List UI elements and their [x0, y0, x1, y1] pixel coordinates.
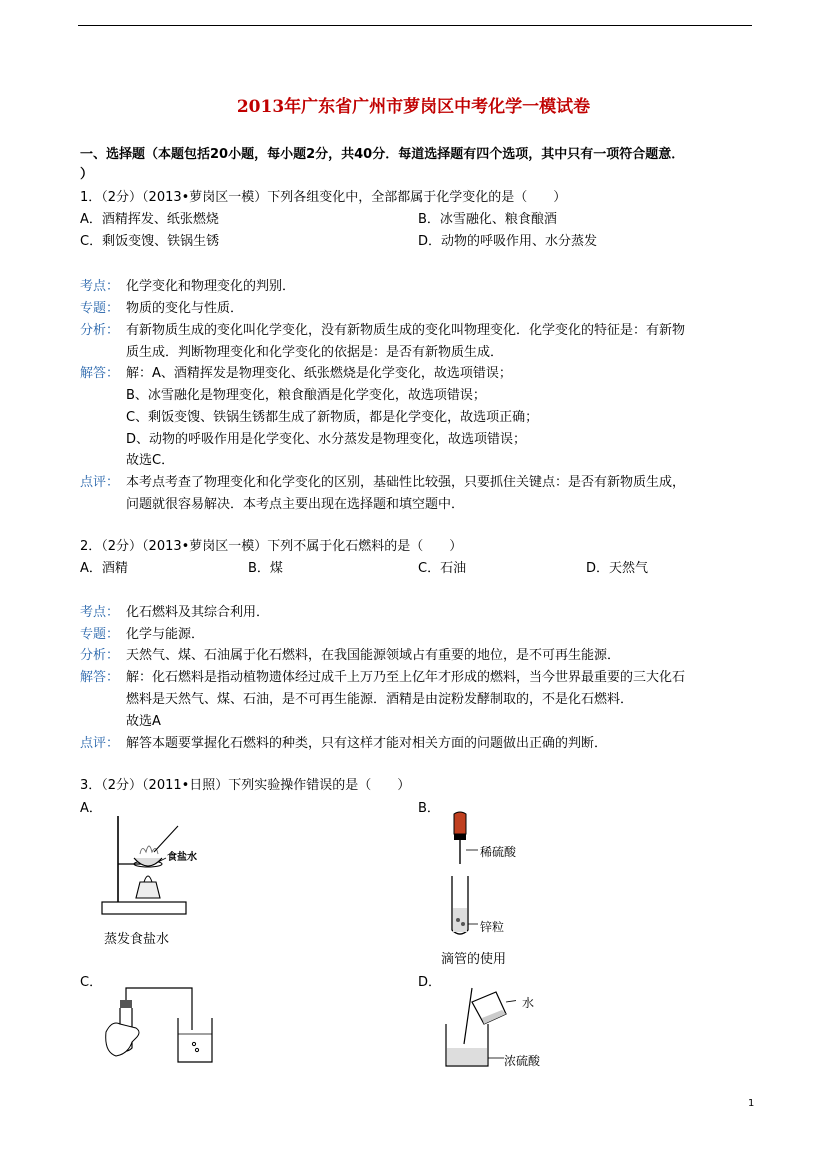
q2-jieda-line1: 解：化石燃料是指动植物遗体经过成千上万乃至上亿年才形成的燃料，当今世界最重要的三大化石	[126, 670, 686, 685]
q2-dianping-label: 点评：	[80, 736, 120, 751]
page-number: 1	[748, 1098, 755, 1109]
q1-dianping-line2: 问题就很容易解决．本考点主要出现在选择题和填空题中．	[126, 497, 465, 512]
q3-option-b-letter: B．	[418, 801, 440, 816]
q1-stem: 1．（2分）（2013•萝岗区一模）下列各组变化中，全部都属于化学变化的是（ ）	[80, 190, 567, 205]
q3-option-d-letter: D．	[418, 975, 442, 990]
q3-option-c-letter: C．	[80, 975, 103, 990]
q1-dianping-line1: 本考点考查了物理变化和化学变化的区别，基础性比较强，只要抓住关键点：是否有新物质生成，	[126, 475, 686, 490]
q1-jieda-line4: D、动物的呼吸作用是化学变化、水分蒸发是物理变化，故选项错误；	[126, 432, 527, 447]
q1-option-a: A．酒精挥发、纸张燃烧	[80, 212, 219, 227]
evaporation-apparatus-figure	[96, 808, 226, 920]
page-title: 2013年广东省广州市萝岗区中考化学一模试卷	[236, 97, 591, 117]
q1-kaodian: 化学变化和物理变化的判别．	[126, 279, 296, 294]
q2-option-d: D．天然气	[586, 561, 649, 576]
figure-b-caption: 滴管的使用	[441, 952, 507, 967]
label-dilute-sulfuric-acid: 稀硫酸	[480, 845, 517, 859]
q2-jieda-line2: 燃料是天然气、煤、石油，是不可再生能源．酒精是由淀粉发酵制取的，不是化石燃料．	[126, 692, 634, 707]
q1-zhuanti: 物质的变化与性质．	[126, 301, 244, 316]
q1-jieda-line5: 故选C．	[126, 453, 175, 468]
q3-stem: 3．（2分）（2011•日照）下列实验操作错误的是（ ）	[80, 778, 411, 793]
q2-jieda-label: 解答：	[80, 670, 120, 685]
q1-jieda-line1: 解：A、酒精挥发是物理变化、纸张燃烧是化学变化，故选项错误；	[126, 366, 512, 381]
q2-stem: 2．（2分）（2013•萝岗区一模）下列不属于化石燃料的是（ ）	[80, 539, 463, 554]
q1-fenxi-label: 分析：	[80, 323, 120, 338]
label-zinc: 锌粒	[480, 920, 505, 934]
q2-kaodian-label: 考点：	[80, 605, 120, 620]
q1-option-b: B．冰雪融化、粮食酿酒	[418, 212, 557, 227]
q2-kaodian: 化石燃料及其综合利用．	[126, 605, 270, 620]
q1-option-d: D．动物的呼吸作用、水分蒸发	[418, 234, 598, 249]
q1-kaodian-label: 考点：	[80, 279, 120, 294]
label-water: 水	[522, 996, 535, 1010]
q1-jieda-line2: B、冰雪融化是物理变化，粮食酿酒是化学变化，故选项错误；	[126, 388, 486, 403]
airtightness-check-figure	[98, 978, 222, 1068]
section-heading: 一、选择题（本题包括20小题，每小题2分，共40分．每道选择题有四个选项，其中只有一项符合题意．	[80, 147, 685, 162]
q2-option-a: A．酒精	[80, 561, 128, 576]
q2-option-b: B．煤	[248, 561, 283, 576]
q1-jieda-label: 解答：	[80, 366, 120, 381]
q2-fenxi: 天然气、煤、石油属于化石燃料，在我国能源领域占有重要的地位，是不可再生能源．	[126, 648, 621, 663]
q1-jieda-line3: C、剩饭变馊、铁锅生锈都生成了新物质，都是化学变化，故选项正确；	[126, 410, 539, 425]
q2-zhuanti: 化学与能源．	[126, 627, 205, 642]
q1-fenxi-line1: 有新物质生成的变化叫化学变化，没有新物质生成的变化叫物理变化．化学变化的特征是：有新物	[126, 323, 686, 338]
q2-zhuanti-label: 专题：	[80, 627, 120, 642]
q2-fenxi-label: 分析：	[80, 648, 120, 663]
label-conc-sulfuric-acid: 浓硫酸	[504, 1054, 541, 1068]
q1-dianping-label: 点评：	[80, 475, 120, 490]
label-salt-water: 食盐水	[167, 852, 197, 863]
q3-option-a-letter: A．	[80, 801, 102, 816]
q2-dianping: 解答本题要掌握化石燃料的种类，只有这样才能对相关方面的问题做出正确的判断．	[126, 736, 608, 751]
q2-option-c: C．石油	[418, 561, 467, 576]
q1-option-c: C．剩饭变馊、铁锅生锈	[80, 234, 220, 249]
q1-fenxi-line2: 质生成．判断物理变化和化学变化的依据是：是否有新物质生成．	[126, 345, 504, 360]
q2-jieda-line3: 故选A	[126, 714, 161, 729]
figure-a-caption: 蒸发食盐水	[104, 932, 170, 947]
section-heading-cont: ）	[80, 167, 94, 182]
header-rule	[78, 25, 752, 26]
q1-zhuanti-label: 专题：	[80, 301, 120, 316]
